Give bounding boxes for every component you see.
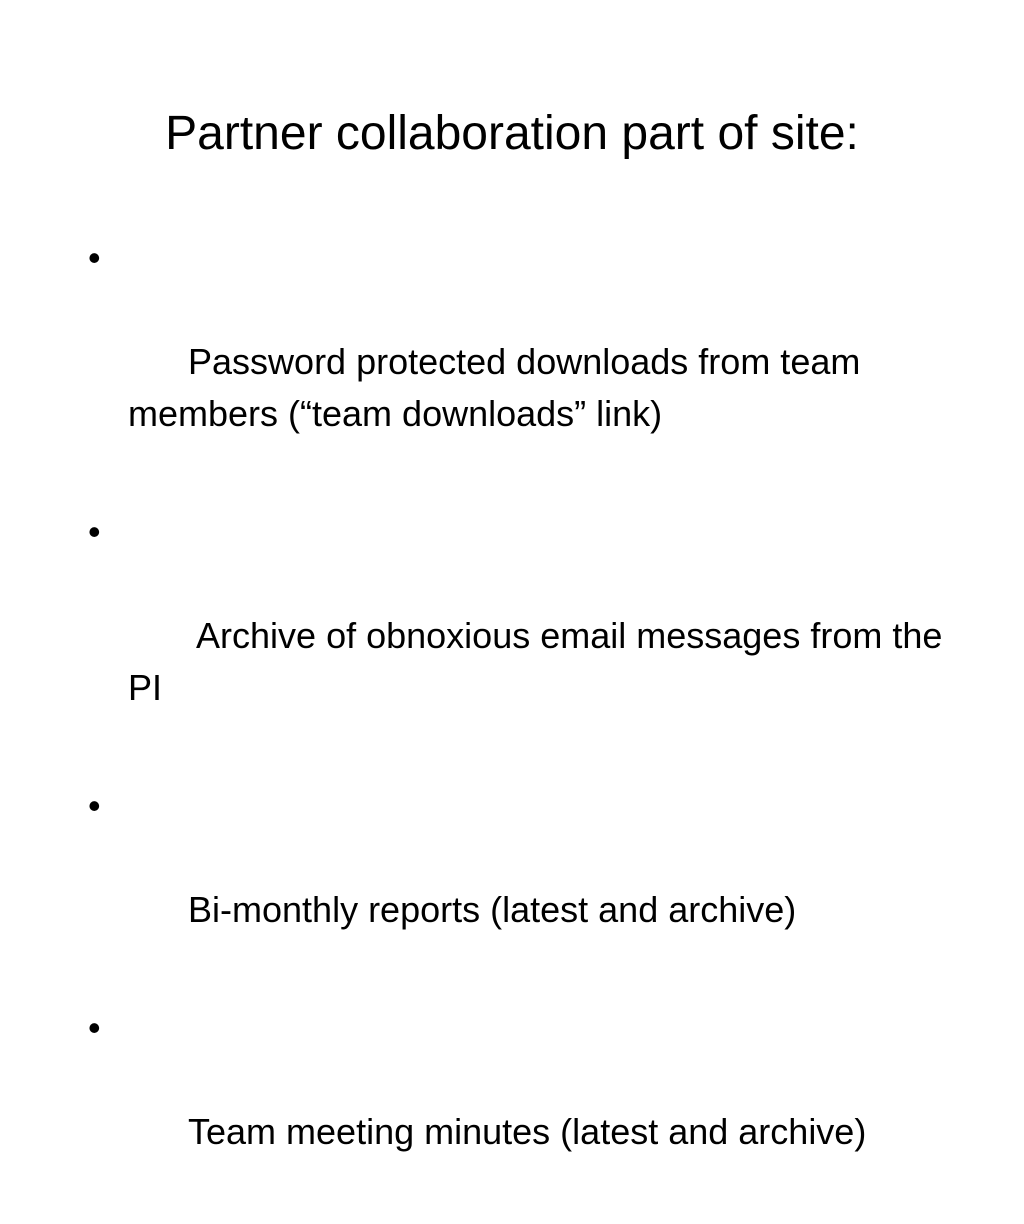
bullet-item bbox=[88, 1002, 968, 1210]
bullet-text: Team meeting minutes (latest and archive) bbox=[188, 1111, 867, 1152]
bullet-item bbox=[88, 506, 968, 766]
bullet-icon: • bbox=[88, 785, 101, 826]
bullet-icon: • bbox=[88, 237, 101, 278]
bullet-icon: • bbox=[88, 511, 101, 552]
bullet-item bbox=[88, 780, 968, 988]
slide-title: Partner collaboration part of site: bbox=[165, 107, 859, 160]
bullet-text: Bi-monthly reports (latest and archive) bbox=[188, 889, 797, 930]
bullet-icon: • bbox=[88, 1007, 101, 1048]
bullet-text: Archive of obnoxious email messages from the PI bbox=[128, 615, 953, 708]
bullet-item bbox=[88, 232, 968, 492]
bullet-list bbox=[88, 232, 968, 1224]
bullet-text: Password protected downloads from team members (“team downloads” link) bbox=[128, 341, 871, 434]
